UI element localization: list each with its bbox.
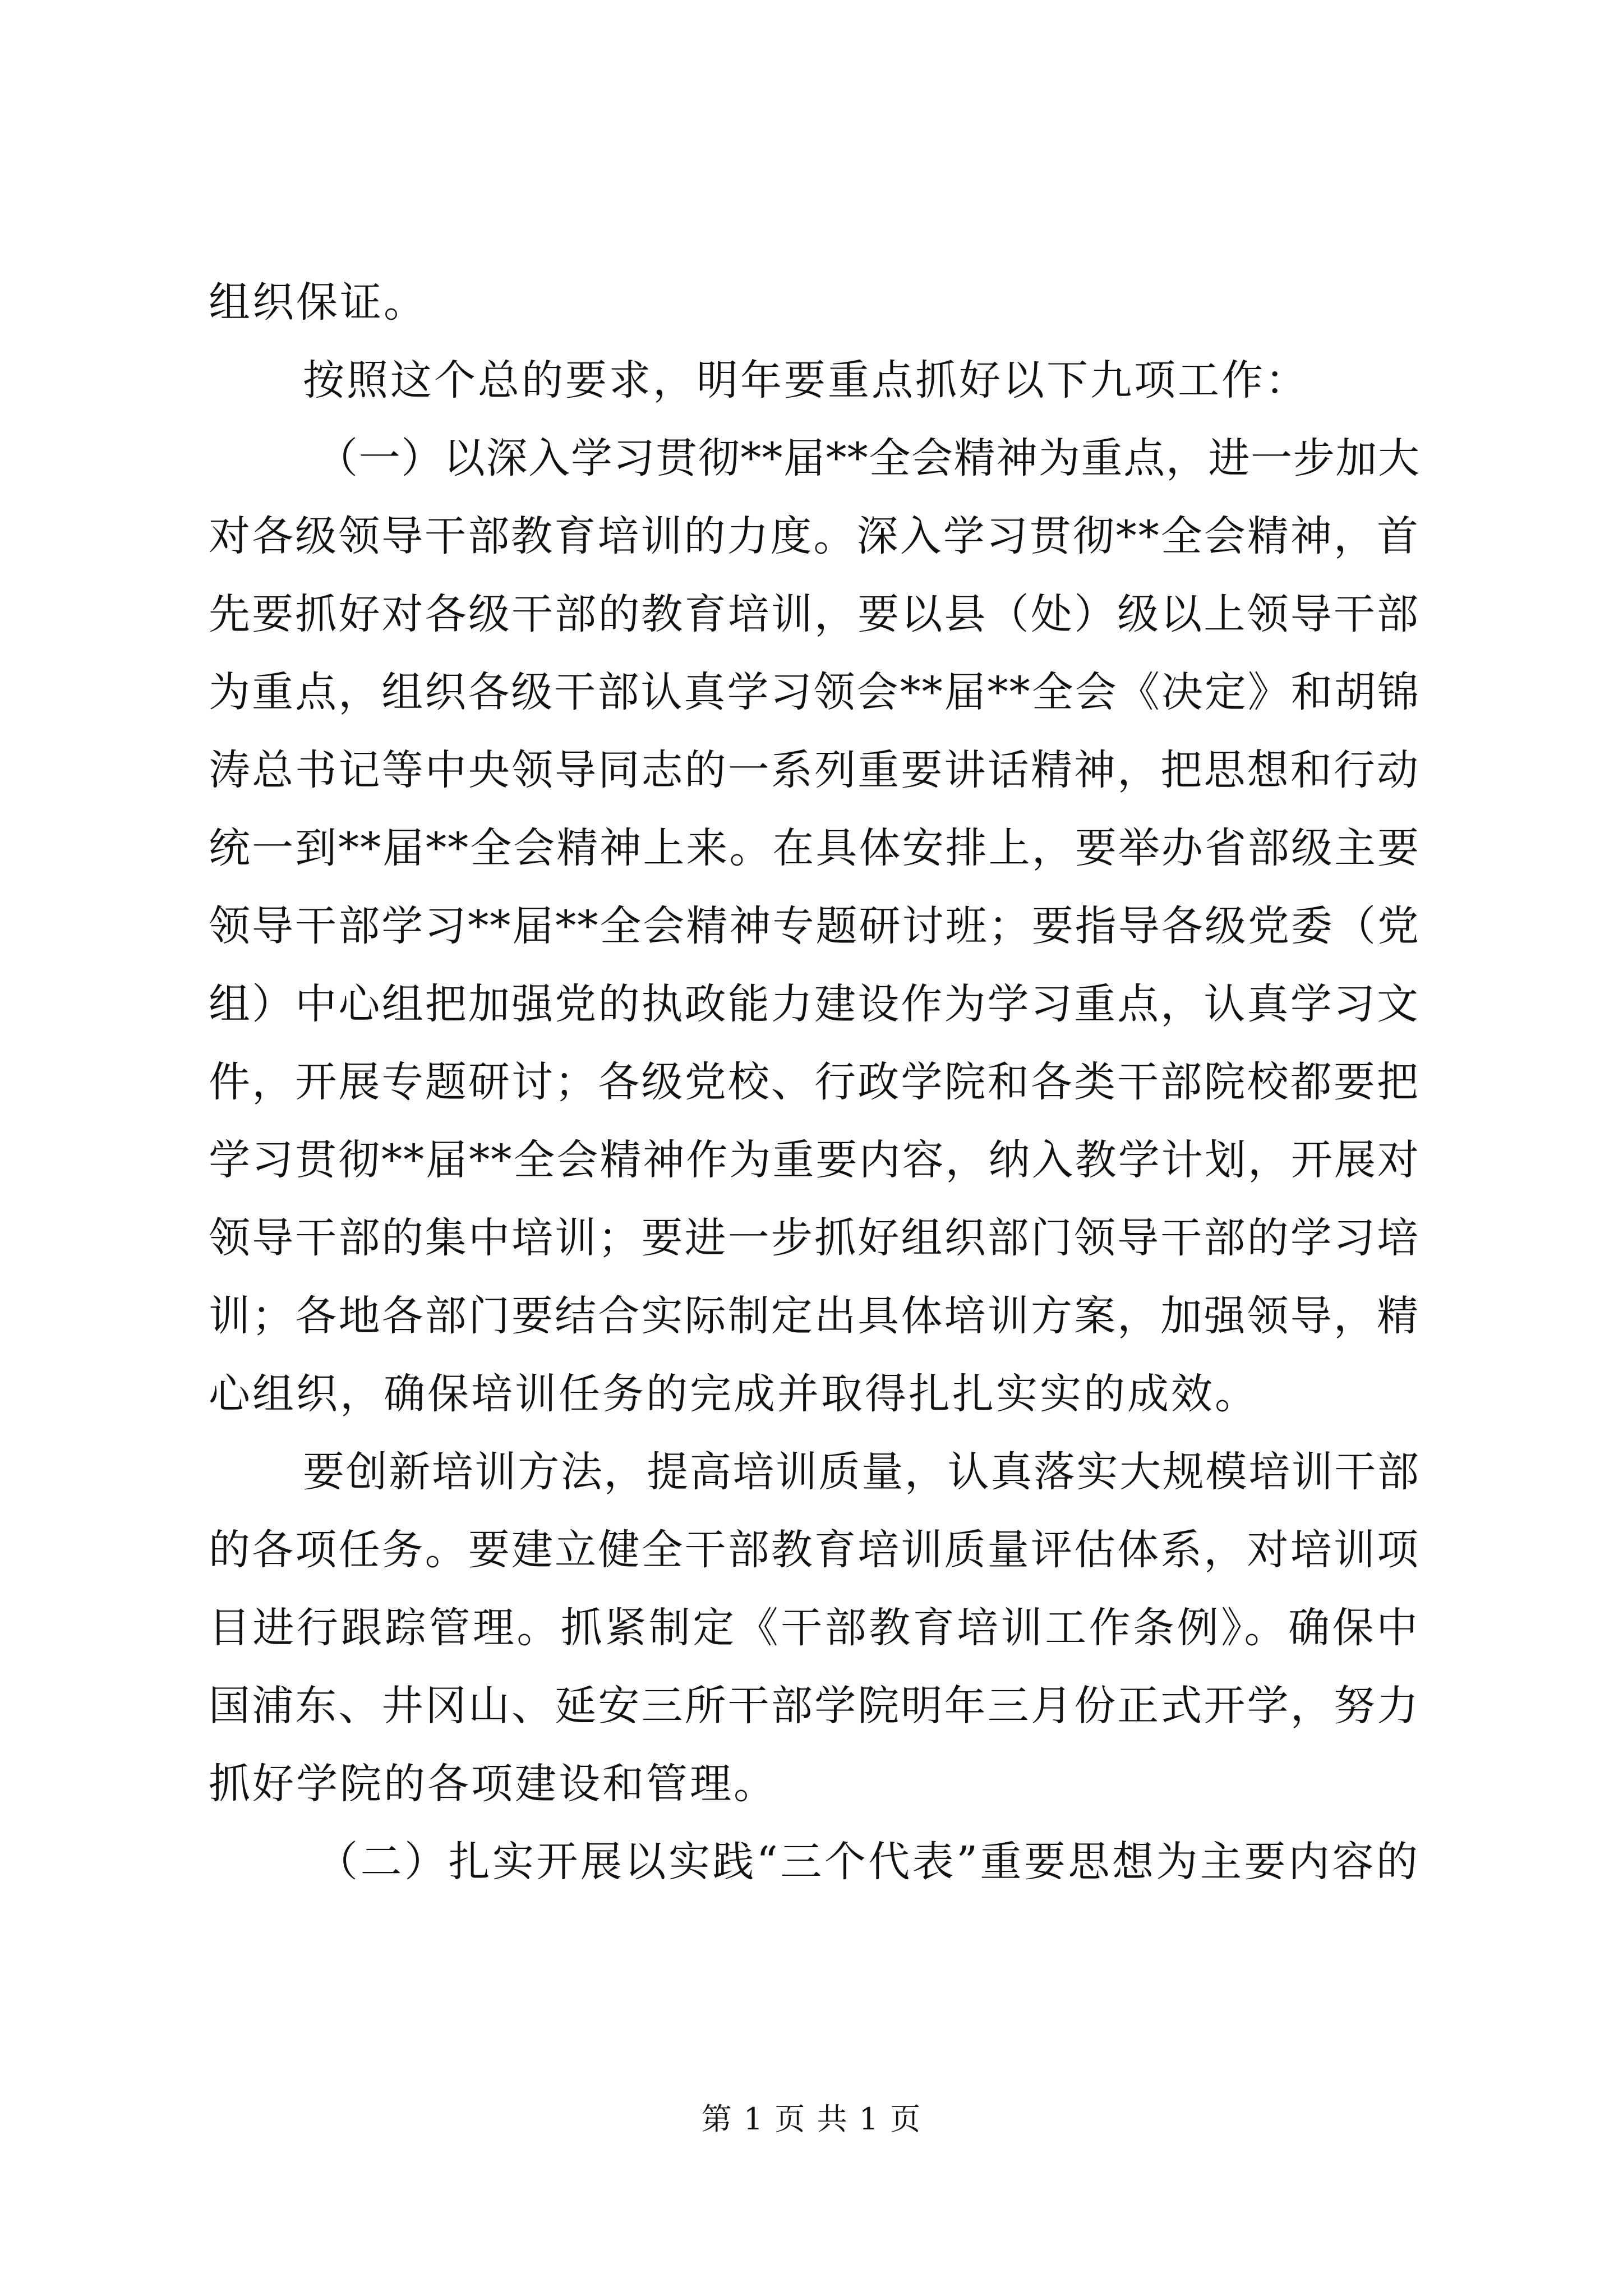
text-line-content: 领导干部的集中培训；要进一步抓好组织部门领导干部的学习培 [209, 1214, 1420, 1262]
text-line [209, 887, 1420, 965]
text-line [209, 498, 1420, 576]
text-line-content: 国浦东、井冈山、延安三所干部学院明年三月份正式开学，努力 [209, 1682, 1420, 1730]
text-line-content: 涛总书记等中央领导同志的一系列重要讲话精神，把思想和行动 [209, 746, 1420, 794]
text-line-content: 训；各地各部门要结合实际制定出具体培训方案，加强领导，精 [209, 1292, 1420, 1340]
document-body [209, 264, 1420, 1901]
text-line [209, 342, 1420, 420]
text-line-content: 统一到**届**全会精神上来。在具体安排上，要举办省部级主要 [209, 824, 1420, 872]
text-line [209, 1199, 1420, 1277]
text-line [209, 264, 1420, 342]
text-line [209, 1589, 1420, 1667]
text-line-content: （一）以深入学习贯彻**届**全会精神为重点，进一步加大 [316, 434, 1420, 482]
text-line-content: 为重点，组织各级干部认真学习领会**届**全会《决定》和胡锦 [209, 668, 1420, 716]
text-line-content: 组织保证。 [209, 278, 427, 326]
text-line [209, 1355, 1420, 1433]
text-line-content: 的各项任务。要建立健全干部教育培训质量评估体系，对培训项 [209, 1526, 1420, 1574]
text-line-content: 组）中心组把加强党的执政能力建设作为学习重点，认真学习文 [209, 980, 1420, 1028]
text-line-content: 抓好学院的各项建设和管理。 [209, 1760, 777, 1808]
text-line-content: 心组织，确保培训任务的完成并取得扎扎实实的成效。 [209, 1370, 1258, 1418]
text-line [209, 965, 1420, 1043]
text-line-content: 先要抓好对各级干部的教育培训，要以县（处）级以上领导干部 [209, 590, 1420, 638]
text-line [209, 1121, 1420, 1199]
text-line [209, 576, 1420, 654]
text-line-content: 按照这个总的要求，明年要重点抓好以下九项工作： [303, 356, 1309, 404]
page-footer: 第 1 页 共 1 页 [701, 2101, 922, 2137]
text-line [209, 1823, 1420, 1901]
text-line-content: 对各级领导干部教育培训的力度。深入学习贯彻**全会精神，首 [209, 512, 1420, 560]
text-line [209, 654, 1420, 731]
text-line [209, 1511, 1420, 1589]
text-line [209, 1433, 1420, 1511]
text-line [209, 1277, 1420, 1355]
text-line [209, 731, 1420, 809]
text-line [209, 420, 1420, 498]
text-line-content: 件，开展专题研讨；各级党校、行政学院和各类干部院校都要把 [209, 1058, 1420, 1106]
text-line-content: 要创新培训方法，提高培训质量，认真落实大规模培训干部 [303, 1448, 1420, 1496]
text-line [209, 1043, 1420, 1121]
text-line-content: 学习贯彻**届**全会精神作为重要内容，纳入教学计划，开展对 [209, 1136, 1420, 1184]
text-line-content: （二）扎实开展以实践“三个代表”重要思想为主要内容的 [316, 1838, 1420, 1886]
text-line-content: 目进行跟踪管理。抓紧制定《干部教育培训工作条例》。确保中 [209, 1604, 1420, 1652]
text-line [209, 809, 1420, 887]
text-line [209, 1745, 1420, 1823]
text-line [209, 1667, 1420, 1745]
text-line-content: 领导干部学习**届**全会精神专题研讨班；要指导各级党委（党 [209, 902, 1420, 950]
